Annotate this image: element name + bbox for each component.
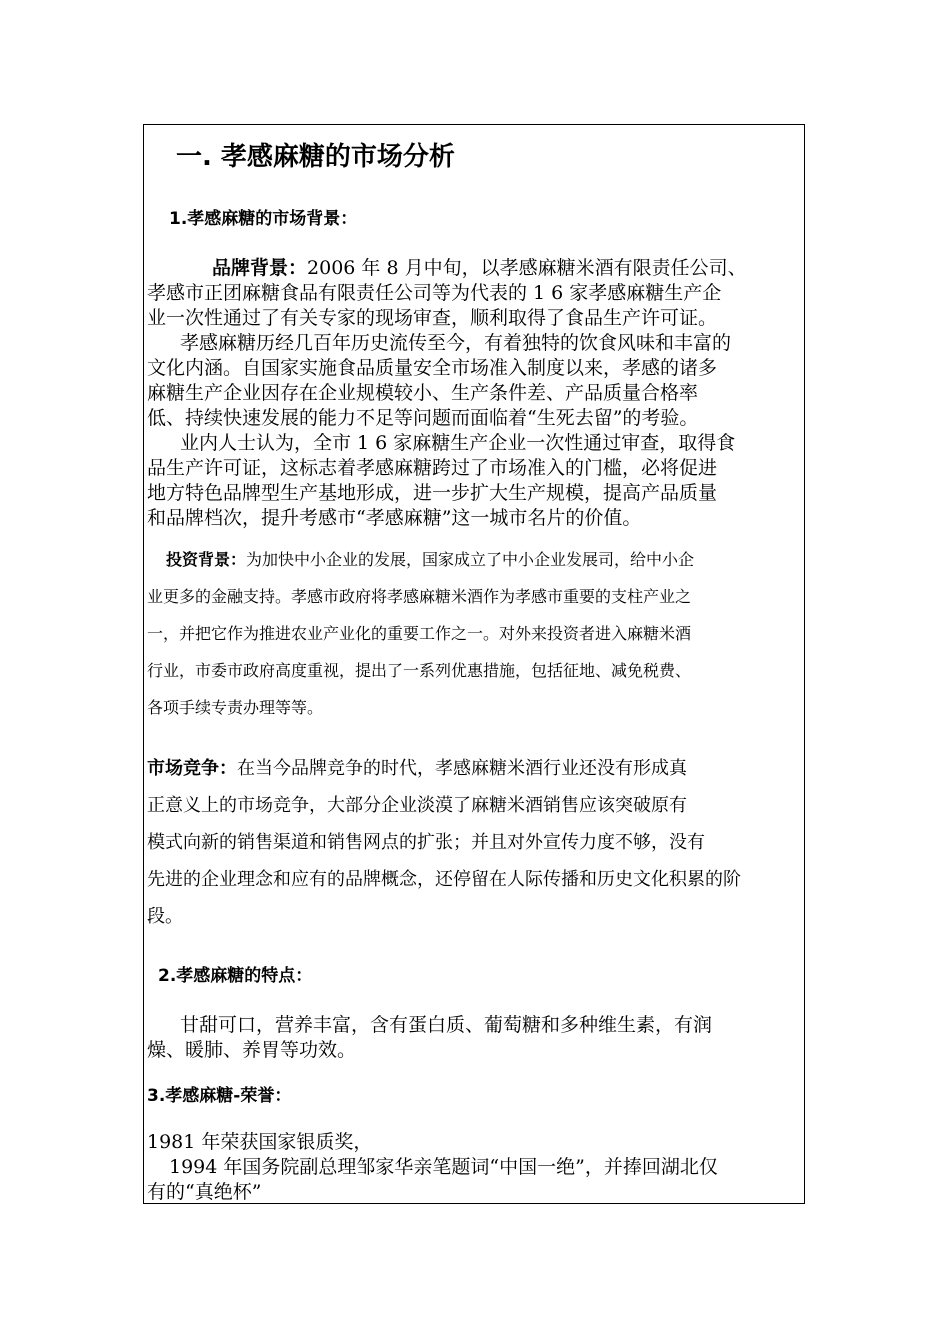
features-line-2: 燥、暖肺、养胃等功效。	[147, 1039, 357, 1061]
competition-line-2: 正意义上的市场竞争，大部分企业淡漠了麻糖米酒销售应该突破原有	[147, 795, 687, 816]
competition-line-3: 模式向新的销售渠道和销售网点的扩张；并且对外宣传力度不够，没有	[147, 832, 705, 853]
brand-line-3: 业一次性通过了有关专家的现场审查，顺利取得了食品生产许可证。	[147, 307, 718, 329]
brand-line-2: 孝感市正团麻糖食品有限责任公司等为代表的 1 6 家孝感麻糖生产企	[147, 282, 722, 304]
section1-heading: 1.孝感麻糖的市场背景：	[169, 209, 358, 229]
document-frame	[143, 124, 805, 1204]
competition-line-4: 先进的企业理念和应有的品牌概念，还停留在人际传播和历史文化积累的阶	[147, 869, 741, 890]
brand-line-6: 麻糖生产企业因存在企业规模较小、生产条件差、产品质量合格率	[147, 382, 699, 404]
brand-line-4: 孝感麻糖历经几百年历史流传至今，有着独特的饮食风味和丰富的	[180, 332, 732, 354]
investment-line-4: 行业，市委市政府高度重视，提出了一系列优惠措施，包括征地、减免税费、	[147, 661, 692, 680]
section2-heading: 2.孝感麻糖的特点：	[158, 966, 313, 986]
investment-line-1	[166, 549, 694, 571]
honor-line-2: 1994 年国务院副总理邹家华亲笔题词“中国一绝”，并捧回湖北仅	[169, 1156, 718, 1178]
brand-line-1	[212, 255, 747, 281]
brand-line-7: 低、持续快速发展的能力不足等问题而面临着“生死去留”的考验。	[147, 407, 699, 429]
investment-label: 投资背景：	[166, 550, 247, 569]
competition-line-5: 段。	[147, 906, 183, 927]
brand-line-11: 和品牌档次，提升考感市“孝感麻糖”这一城市名片的价值。	[147, 507, 642, 529]
brand-label: 品牌背景：	[212, 257, 308, 279]
features-line-1: 甘甜可口，营养丰富，含有蛋白质、葡萄糖和多种维生素，有润	[180, 1014, 713, 1036]
brand-line-9: 品生产许可证，这标志着孝感麻糖跨过了市场准入的门槛，必将促进	[147, 457, 718, 479]
brand-line-8: 业内人士认为，全市 1 6 家麻糖生产企业一次性通过审查，取得食	[180, 432, 736, 454]
brand-line-5: 文化内涵。自国家实施食品质量安全市场准入制度以来，孝感的诸多	[147, 357, 718, 379]
competition-label: 市场竞争：	[147, 758, 237, 779]
investment-line-2: 业更多的金融支持。孝感市政府将孝感麻糖米酒作为孝感市重要的支柱产业之	[147, 587, 692, 606]
brand-line-10: 地方特色品牌型生产基地形成，进一步扩大生产规模，提高产品质量	[147, 482, 718, 504]
competition-line-1-text: 在当今品牌竞争的时代，孝感麻糖米酒行业还没有形成真	[237, 758, 687, 779]
investment-line-5: 各项手续专责办理等等。	[147, 698, 324, 717]
document-title: 一. 孝感麻糖的市场分析	[176, 142, 455, 172]
honor-line-1: 1981 年荣获国家银质奖，	[147, 1131, 373, 1153]
competition-line-1	[147, 757, 687, 781]
brand-line-1-text: 2006 年 8 月中旬，以孝感麻糖米酒有限责任公司、	[307, 257, 747, 279]
investment-line-1-text: 为加快中小企业的发展，国家成立了中小企业发展司，给中小企	[246, 550, 695, 569]
honor-line-3: 有的“真绝杯”	[147, 1181, 262, 1203]
section3-heading: 3.孝感麻糖-荣誉：	[147, 1086, 292, 1106]
investment-line-3: 一，并把它作为推进农业产业化的重要工作之一。对外来投资者进入麻糖米酒	[147, 624, 692, 643]
